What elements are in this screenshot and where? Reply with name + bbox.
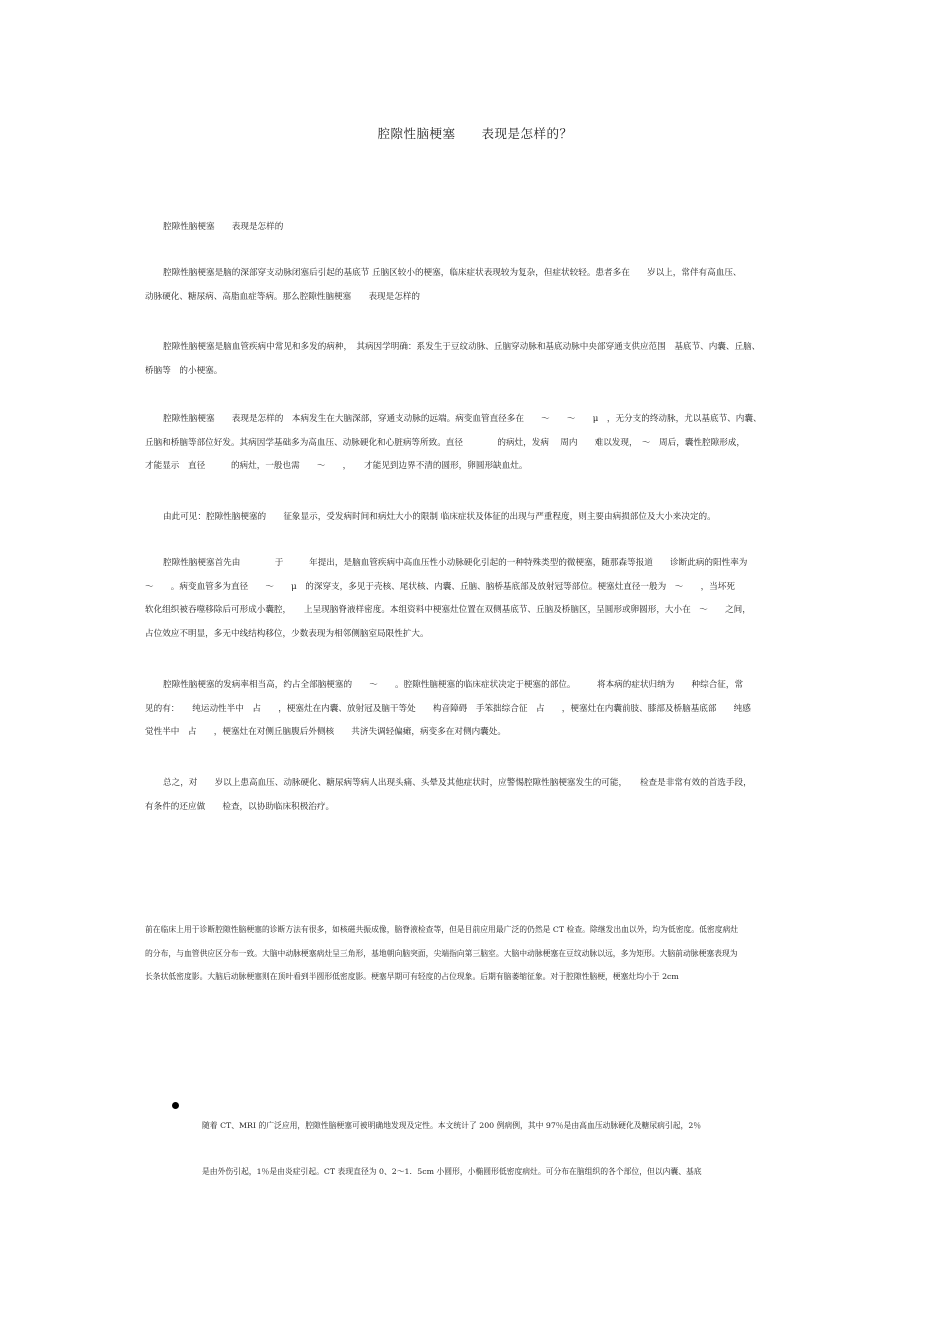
page-title: 腔隙性脑梗塞 表现是怎样的？ bbox=[377, 126, 573, 141]
paragraph-9 bbox=[202, 1103, 810, 1195]
text-line: 腔隙性脑梗塞首先由 于 年提出，是脑血管疾病中高血压性小动脉硬化引起的一种特殊类型的微梗塞，随那森等报道 诊断此病的阳性率为 bbox=[163, 558, 748, 568]
text-line: 腔隙性脑梗塞是脑血管疾病中常见和多发的病种， 其病因学明确：系发生于豆纹动脉、丘脑穿动脉和基底动脉中央部穿通支供应范围 基底节、内囊、丘脑、 bbox=[163, 342, 761, 352]
text-line: 腔隙性脑梗塞的发病率相当高，约占全部脑梗塞的 ～ 。腔隙性脑梗塞的临床症状决定于梗塞的部位。 将本病的症状归纳为 种综合征，常 bbox=[163, 680, 744, 690]
text-line: 随着 CT、MRI 的广泛应用，腔隙性脑梗塞可被明确地发现及定性。本文统计了 200 例病例，其中 97％是由高血压动脉硬化及糖尿病引起，2％ bbox=[202, 1121, 702, 1130]
text-line: 由此可见：腔隙性脑梗塞的 征象显示，受发病时间和病灶大小的限制 临床症状及体征的出现与严重程度，则主要由病损部位及大小来决定的。 bbox=[163, 512, 716, 522]
text-line: 腔隙性脑梗塞是脑的深部穿支动脉闭塞后引起的基底节 丘脑区较小的梗塞，临床症状表现较为复杂，但症状较轻。患者多在 岁以上，常伴有高血压、 bbox=[163, 268, 742, 278]
paragraph-4 bbox=[145, 506, 810, 530]
paragraph-7 bbox=[145, 772, 810, 819]
text-line: 前在临床上用于诊断腔隙性脑梗塞的诊断方法有很多，如核磁共振成像，脑脊液检查等，但是目前应用最广泛的仍然是 CT 检查。除继发出血以外，均为低密度。低密度病灶 bbox=[145, 925, 739, 934]
text-line: 软化组织被吞噬移除后可形成小囊腔， 上呈现脑脊液样密度。本组资料中梗塞灶位置在双侧基底节、丘脑及桥脑区，呈圆形或卵圆形，大小在 ～ 之间， bbox=[145, 605, 751, 615]
paragraph-8 bbox=[145, 918, 810, 989]
text-line: 动脉硬化、糖尿病、高脂血症等病。那么腔隙性脑梗塞 表现是怎样的 bbox=[145, 291, 421, 302]
text-line: 丘脑和桥脑等部位好发。其病因学基础多为高血压、动脉硬化和心脏病等所致。直径 的病灶，发病 周内 难以发现， ～ 周后，囊性腔隙形成， bbox=[145, 437, 745, 448]
text-line: 腔隙性脑梗塞 表现是怎样的 本病发生在大脑深部，穿通支动脉的远端。病变血管直径多在 ～ ～ μ ，无分支的终动脉，尤以基底节、内囊、 bbox=[163, 414, 762, 424]
text-line: 总之，对 岁以上患高血压、动脉硬化、糖尿病等病人出现头痛、头晕及其他症状时，应警惕腔隙性脑梗塞发生的可能， 检查是非常有效的首选手段， bbox=[163, 778, 752, 788]
text-line: 见的有： 纯运动性半中 占 ，梗塞灶在内囊、放射冠及脑干等处 构音障碍 手笨拙综合征 占 ，梗塞灶在内囊前肢、膝部及桥脑基底部 纯感 bbox=[145, 703, 751, 714]
bullet-icon bbox=[172, 1102, 179, 1109]
text-line: 占位效应不明显，多无中线结构移位，少数表现为相邻侧脑室局限性扩大。 bbox=[145, 628, 429, 639]
paragraph-1 bbox=[145, 262, 810, 309]
subtitle-line: 腔隙性脑梗塞 表现是怎样的 bbox=[163, 222, 284, 232]
text-line: 觉性半中 占 ，梗塞灶在对侧丘脑腹后外侧核 共济失调轻偏瘫，病变多在对侧内囊处。 bbox=[145, 727, 506, 737]
text-line: 有条件的还应做 检查，以协助临床积极治疗。 bbox=[145, 801, 335, 812]
paragraph-2 bbox=[145, 336, 810, 383]
paragraph-3 bbox=[145, 408, 810, 479]
text-line: 桥脑等 的小梗塞。 bbox=[145, 365, 223, 376]
section-subtitle bbox=[145, 216, 828, 240]
text-line: 是由外伤引起，1％是由炎症引起。CT 表现直径为 0、2～1．5cm 小圆形，小椭圆形低密度病灶。可分布在脑组织的各个部位，但以内囊、基底 bbox=[202, 1167, 702, 1176]
text-line: ～ 。病变血管多为直径 ～ μ 的深穿支，多见于壳核、尾状核、内囊、丘脑、脑桥基底部及放射冠等部位。梗塞灶直径一般为 ～ ，当坏死 bbox=[145, 581, 735, 592]
text-line: 长条状低密度影。大脑后动脉梗塞则在顶叶看到半圆形低密度影。梗塞早期可有轻度的占位现象。后期有脑萎缩征象。对于腔隙性脑梗，梗塞灶均小于 2cm bbox=[145, 972, 679, 981]
paragraph-6 bbox=[145, 674, 810, 745]
paragraph-5 bbox=[145, 552, 810, 646]
text-line: 的分布，与血管供应区分布一致。大脑中动脉梗塞病灶呈三角形，基地朝向脑突面，尖端指向第三脑室。大脑中动脉梗塞在豆纹动脉以远，多为矩形。大脑前动脉梗塞表现为 bbox=[145, 948, 738, 958]
text-line: 才能显示 直径 的病灶，一般也需 ～ ， 才能见到边界不清的圆形，卵圆形缺血灶。 bbox=[145, 461, 528, 471]
